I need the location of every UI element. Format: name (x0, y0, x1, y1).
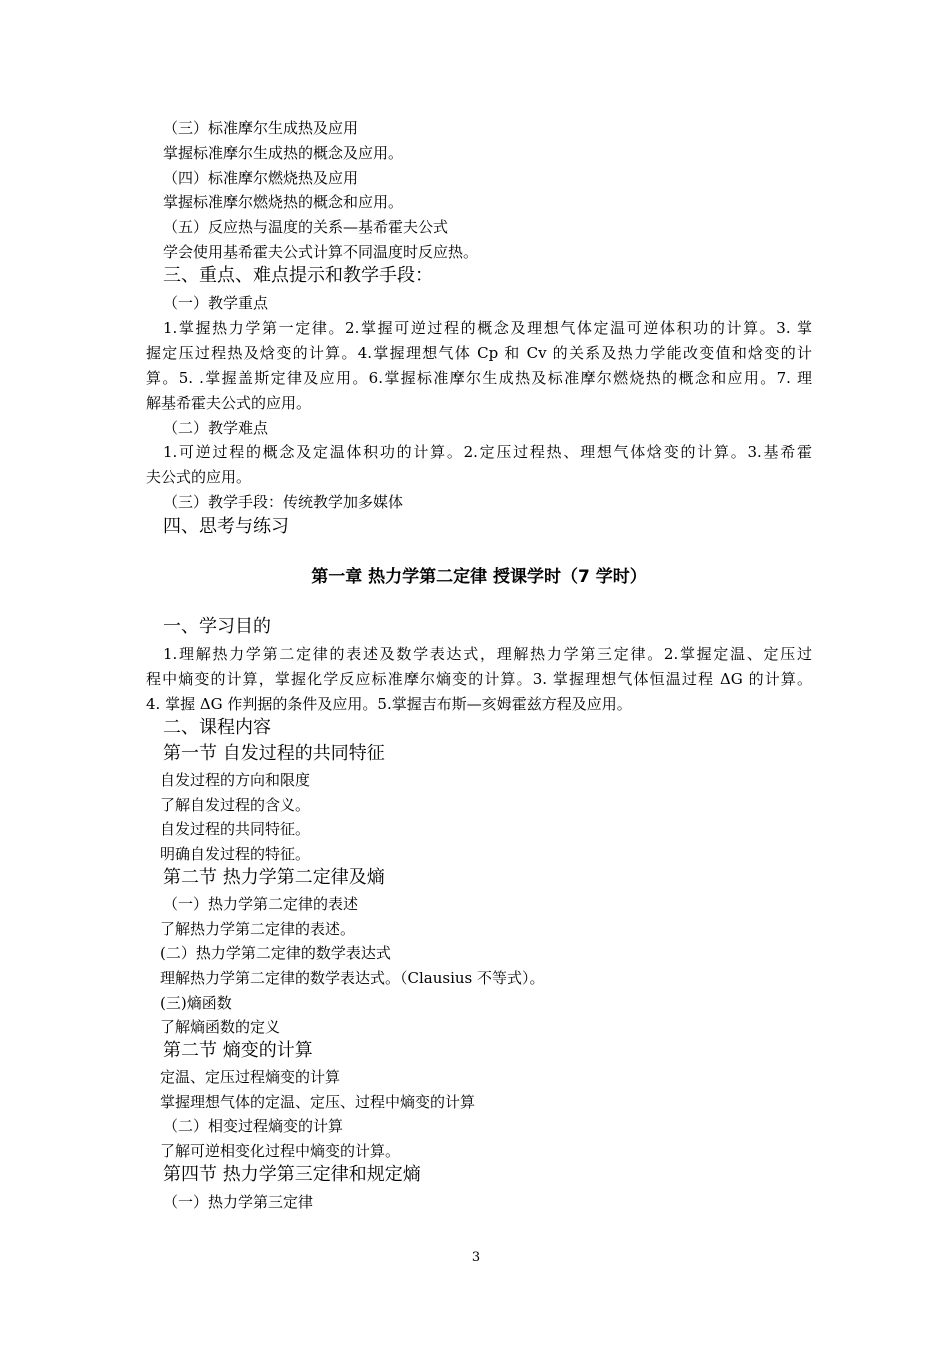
subsection-heading: (二）热力学第二定律的数学表达式 (160, 944, 391, 962)
body-text: 自发过程的共同特征。 (160, 820, 311, 838)
subsection-heading: （二）相变过程熵变的计算 (163, 1117, 344, 1135)
paragraph-line: 夫公式的应用。 (146, 468, 252, 486)
body-text: 了解自发过程的含义。 (160, 796, 311, 814)
subsection-heading: （二）教学难点 (163, 419, 269, 437)
chapter-title: 第一章 热力学第二定律 授课学时（7 学时） (311, 567, 647, 587)
section-heading: 第二节 熵变的计算 (163, 1040, 313, 1061)
section-heading: 一、学习目的 (163, 616, 271, 637)
body-text: 定温、定压过程熵变的计算 (160, 1068, 341, 1086)
paragraph-line: 解基希霍夫公式的应用。 (146, 394, 312, 412)
subsection-heading: (三)熵函数 (160, 994, 232, 1012)
body-text: 理解热力学第二定律的数学表达式。（Clausius 不等式）。 (160, 969, 545, 987)
body-text: 了解热力学第二定律的表述。 (160, 920, 356, 938)
section-heading: 二、课程内容 (163, 717, 271, 738)
paragraph-line: 1.理解热力学第二定律的表述及数学表达式，理解热力学第三定律。2.掌握定温、定压过 (163, 645, 812, 663)
paragraph-line: 程中熵变的计算，掌握化学反应标准摩尔熵变的计算。3. 掌握理想气体恒温过程 ΔG 的计算。 (146, 670, 812, 688)
section-heading: 三、重点、难点提示和教学手段： (163, 265, 433, 286)
body-text: 了解熵函数的定义 (160, 1018, 281, 1036)
body-text: 掌握标准摩尔燃烧热的概念和应用。 (163, 193, 404, 211)
subsection-heading: （一）教学重点 (163, 294, 269, 312)
subsection-heading: （三）标准摩尔生成热及应用 (163, 119, 359, 137)
body-text: 自发过程的方向和限度 (160, 771, 311, 789)
subsection-heading: （三）教学手段：传统教学加多媒体 (163, 493, 404, 511)
subsection-heading: （五）反应热与温度的关系—基希霍夫公式 (163, 218, 449, 236)
paragraph-line: 握定压过程热及焓变的计算。4.掌握理想气体 Cp 和 Cv 的关系及热力学能改变值和焓变的计 (146, 344, 812, 362)
section-heading: 四、思考与练习 (163, 516, 289, 537)
body-text: 了解可逆相变化过程中熵变的计算。 (160, 1142, 401, 1160)
body-text: 掌握标准摩尔生成热的概念及应用。 (163, 144, 404, 162)
subsection-heading: （四）标准摩尔燃烧热及应用 (163, 169, 359, 187)
body-text: 学会使用基希霍夫公式计算不同温度时反应热。 (163, 243, 479, 261)
section-heading: 第四节 热力学第三定律和规定熵 (163, 1164, 421, 1185)
body-text: 掌握理想气体的定温、定压、过程中熵变的计算 (160, 1093, 476, 1111)
section-heading: 第二节 热力学第二定律及熵 (163, 867, 385, 888)
subsection-heading: （一）热力学第二定律的表述 (163, 895, 359, 913)
body-text: 明确自发过程的特征。 (160, 845, 311, 863)
paragraph-line: 1.可逆过程的概念及定温体积功的计算。2.定压过程热、理想气体焓变的计算。3.基希霍 (163, 443, 812, 461)
section-heading: 第一节 自发过程的共同特征 (163, 743, 385, 764)
paragraph-line: 算。5. .掌握盖斯定律及应用。6.掌握标准摩尔生成热及标准摩尔燃烧热的概念和应用。7. 理 (146, 369, 812, 387)
paragraph-line: 1.掌握热力学第一定律。2.掌握可逆过程的概念及理想气体定温可逆体积功的计算。3. 掌 (163, 319, 812, 337)
paragraph-line: 4. 掌握 ΔG 作判据的条件及应用。5.掌握吉布斯—亥姆霍兹方程及应用。 (146, 695, 632, 713)
page-number: 3 (471, 1250, 481, 1265)
subsection-heading: （一）热力学第三定律 (163, 1193, 314, 1211)
